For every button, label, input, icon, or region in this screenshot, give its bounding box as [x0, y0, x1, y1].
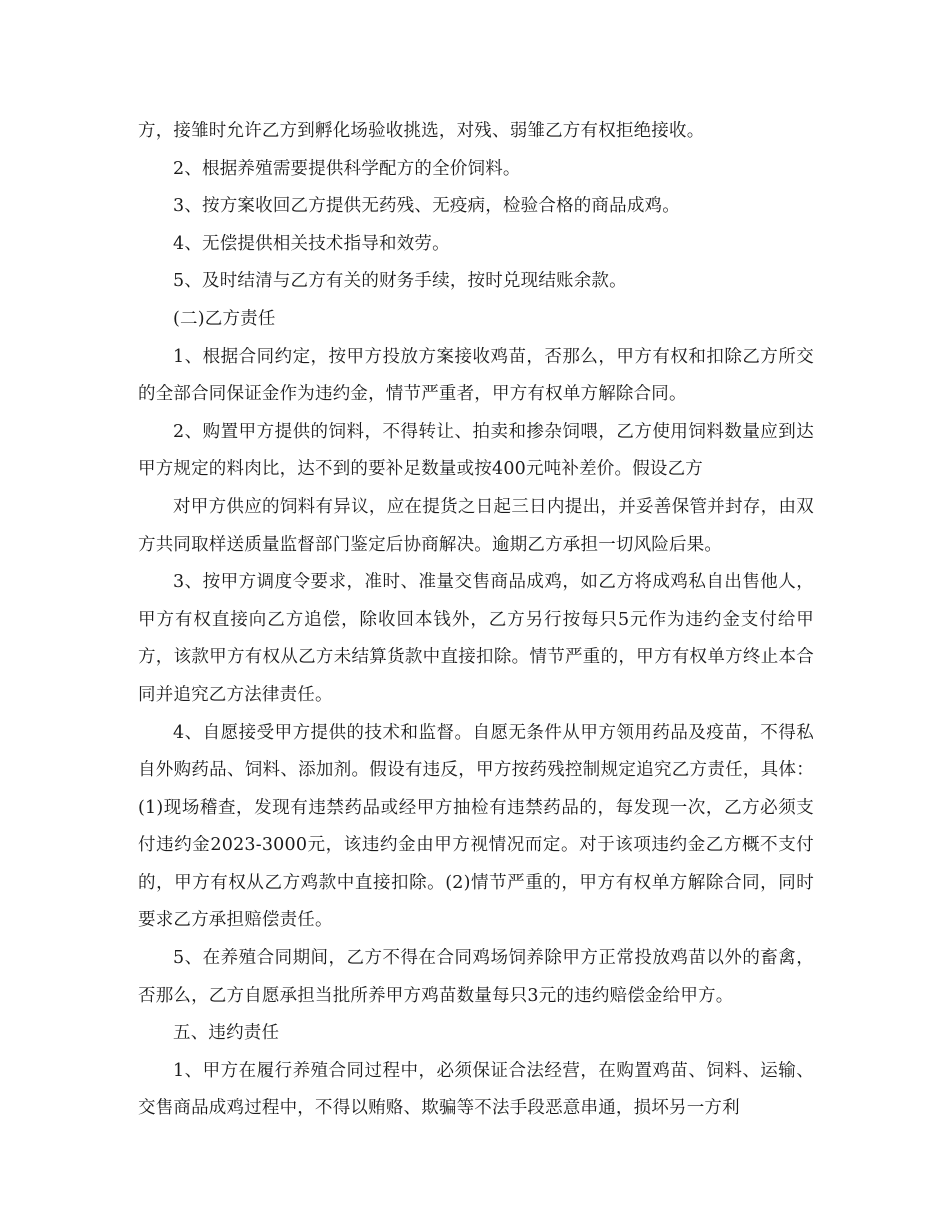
paragraph: 3、按方案收回乙方提供无药残、无疫病，检验合格的商品成鸡。	[173, 196, 680, 217]
paragraph: 5、在养殖合同期间，乙方不得在合同鸡场饲养除甲方正常投放鸡苗以外的畜禽，否那么，乙方自愿承担当批所养甲方鸡苗数量每只3元的违约赔偿金给甲方。	[138, 948, 814, 1006]
paragraph: 对甲方供应的饲料有异议，应在提货之日起三日内提出，并妥善保管并封存，由双方共同取样送质量监督部门鉴定后协商解决。逾期乙方承担一切风险后果。	[138, 496, 814, 555]
document-body	[138, 113, 814, 1128]
paragraph: 2、根据养殖需要提供科学配方的全价饲料。	[173, 158, 521, 179]
paragraph: 方，接雏时允许乙方到孵化场验收挑选，对残、弱雏乙方有权拒绝接收。	[138, 121, 705, 141]
section-heading: (二)乙方责任	[173, 308, 276, 329]
paragraph: 4、无偿提供相关技术指导和效劳。	[173, 233, 450, 254]
paragraph: 1、甲方在履行养殖合同过程中，必须保证合法经营，在购置鸡苗、饲料、运输、交售商品成鸡过程中，不得以贿赂、欺骗等不法手段恶意串通，损坏另一方利	[138, 1060, 814, 1119]
paragraph: 4、自愿接受甲方提供的技术和监督。自愿无条件从甲方领用药品及疫苗，不得私自外购药品、饲料、添加剂。假设有违反，甲方按药残控制规定追究乙方责任，具体：(1)现场稽查，发现有违禁药品或经甲方抽检有违禁药品的，每发现一次，乙方必须支付违约金2023-3000元，该违约金由甲方视情况而定。对于该项违约金乙方概不支付的，甲方有权从乙方鸡款中直接扣除。(2)情节严重的，甲方有权单方解除合同，同时要求乙方承担赔偿责任。	[138, 722, 814, 931]
paragraph: 3、按甲方调度令要求，准时、准量交售商品成鸡，如乙方将成鸡私自出售他人，甲方有权直接向乙方追偿，除收回本钱外，乙方另行按每只5元作为违约金支付给甲方，该款甲方有权从乙方未结算货款中直接扣除。情节严重的，甲方有权单方终止本合同并追究乙方法律责任。	[138, 572, 814, 705]
paragraph: 5、及时结清与乙方有关的财务手续，按时兑现结账余款。	[173, 271, 627, 292]
paragraph: 1、根据合同约定，按甲方投放方案接收鸡苗，否那么，甲方有权和扣除乙方所交的全部合同保证金作为违约金，情节严重者，甲方有权单方解除合同。	[138, 346, 814, 405]
section-heading: 五、违约责任	[173, 1023, 280, 1044]
paragraph: 2、购置甲方提供的饲料，不得转让、拍卖和掺杂饲喂，乙方使用饲料数量应到达甲方规定的料肉比，达不到的要补足数量或按400元吨补差价。假设乙方	[138, 421, 814, 480]
